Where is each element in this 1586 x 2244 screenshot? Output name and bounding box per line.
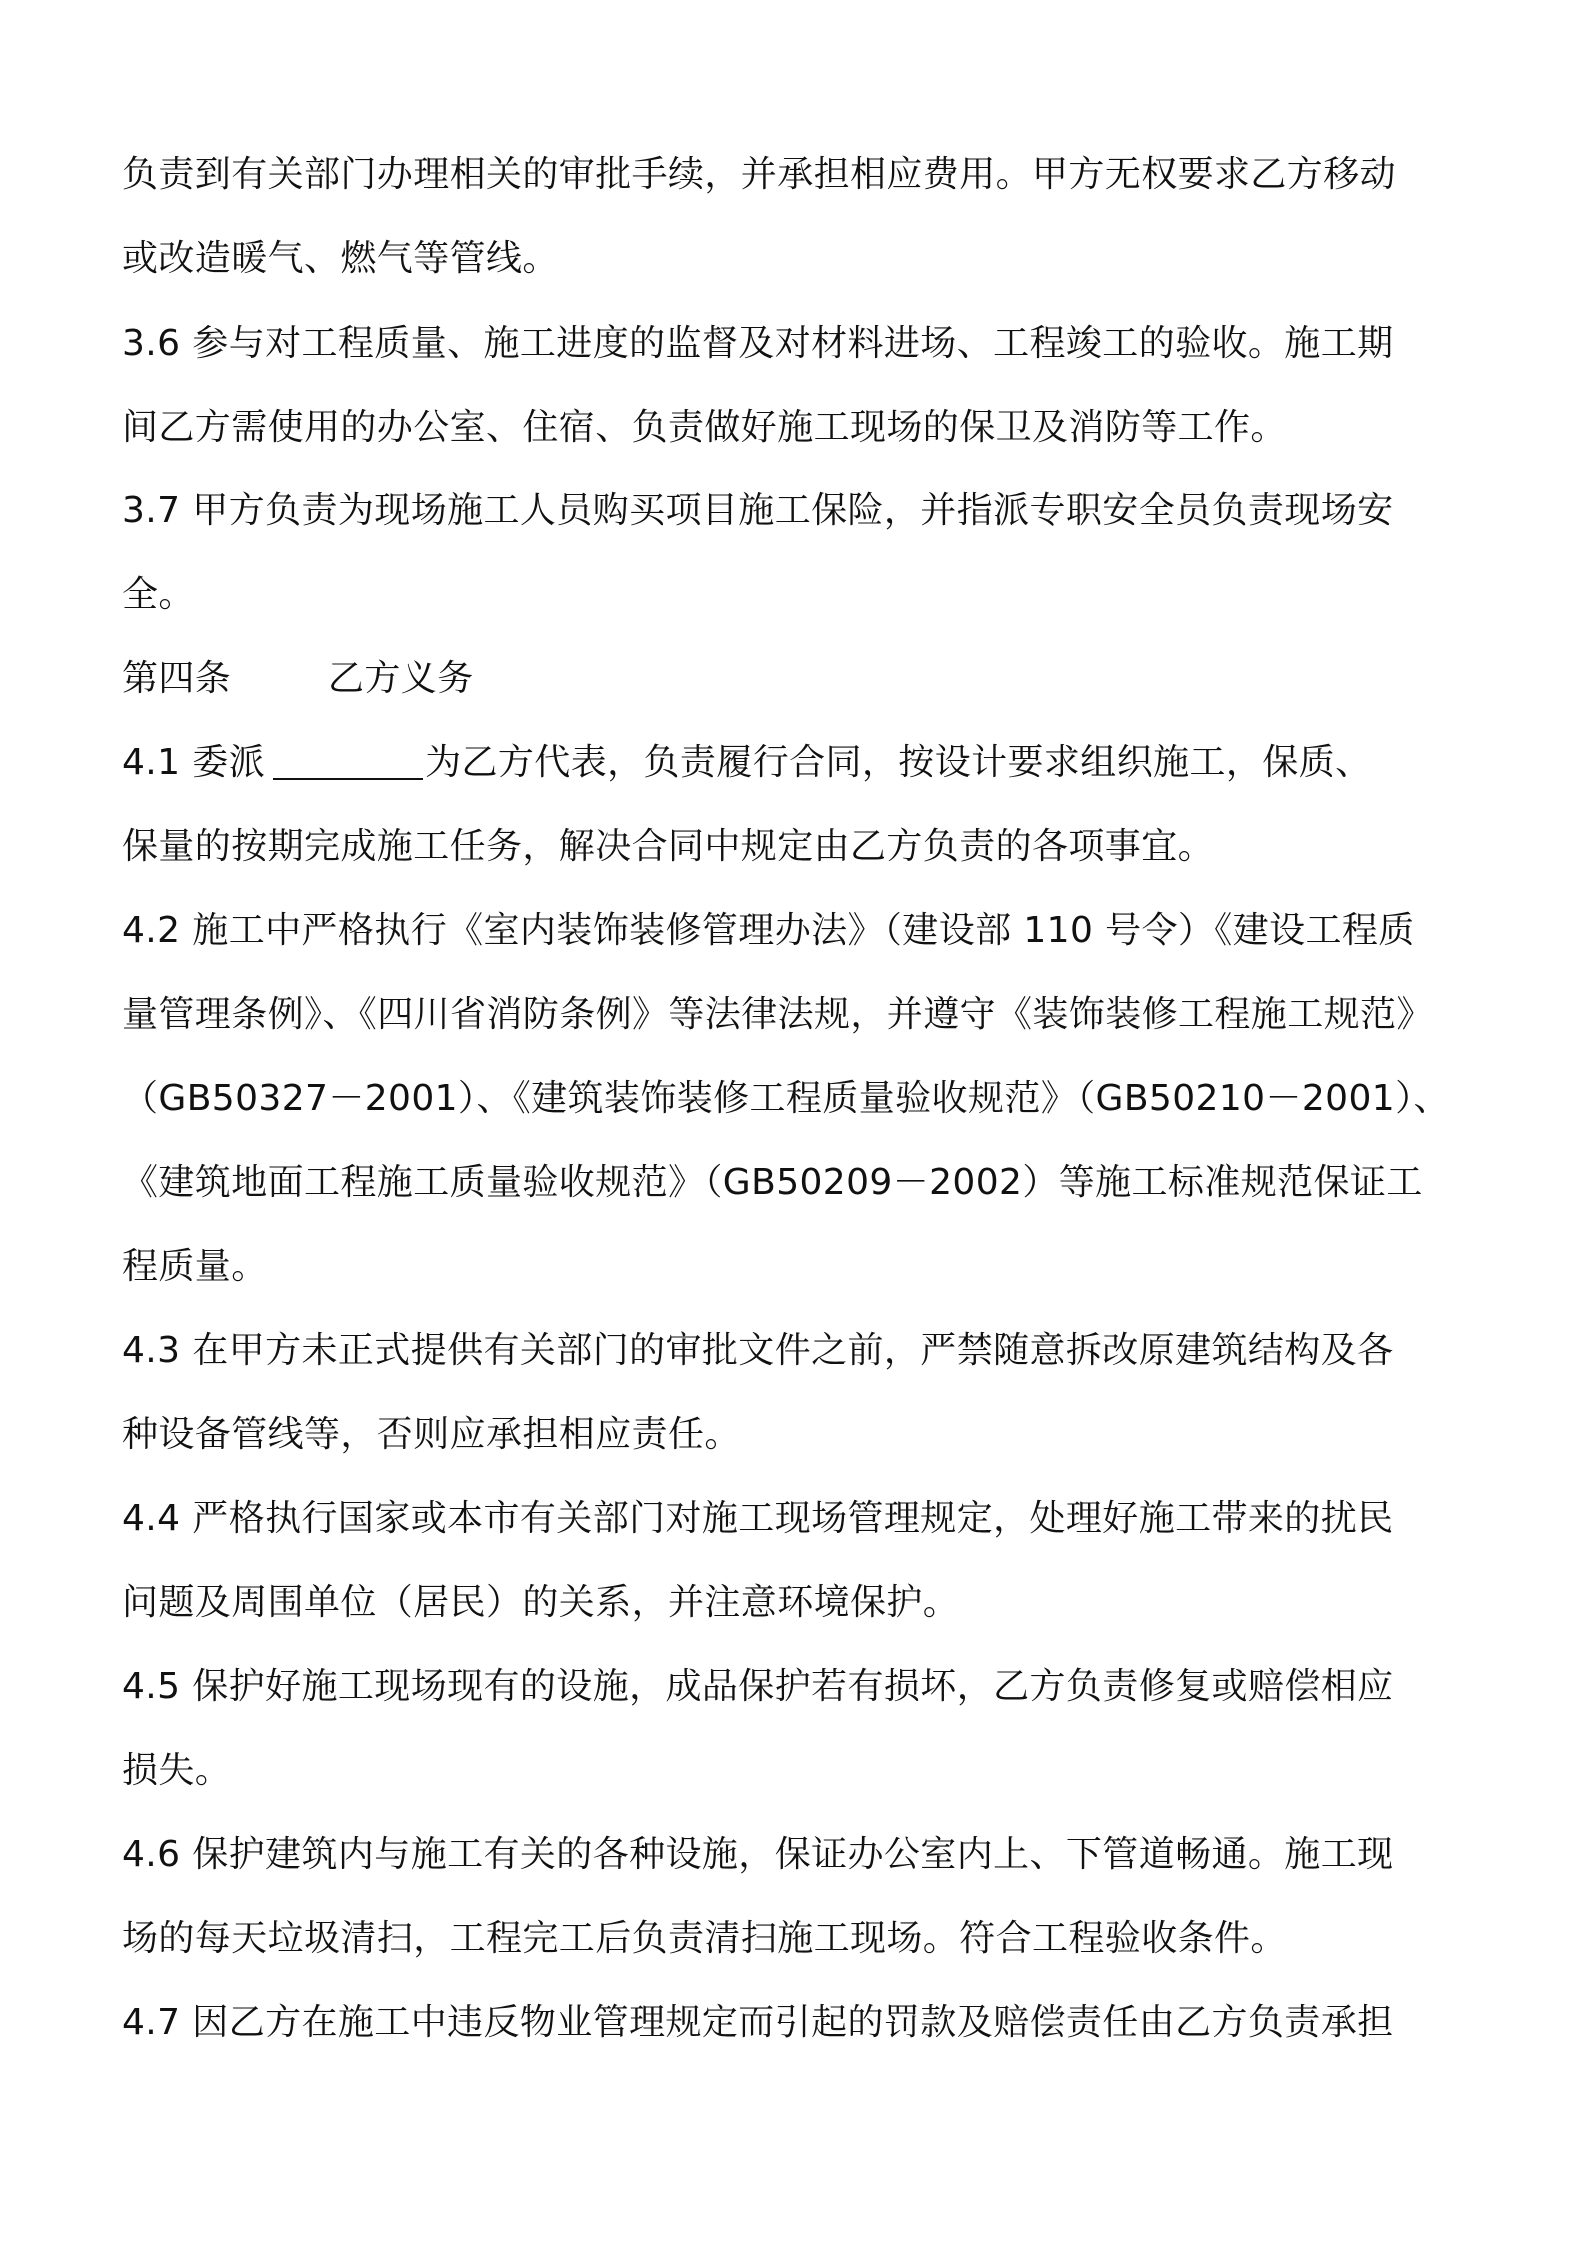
article-title: 乙方义务 bbox=[328, 658, 474, 699]
text-line: 程质量。 bbox=[122, 1246, 268, 1287]
text-line: 《建筑地面工程施工质量验收规范》（GB50209－2002）等施工标准规范保证工 bbox=[122, 1162, 1423, 1203]
text-line: 4.4 严格执行国家或本市有关部门对施工现场管理规定，处理好施工带来的扰民 bbox=[122, 1498, 1394, 1539]
text-line: 4.6 保护建筑内与施工有关的各种设施，保证办公室内上、下管道畅通。施工现 bbox=[122, 1834, 1394, 1875]
text-line: 负责到有关部门办理相关的审批手续，并承担相应费用。甲方无权要求乙方移动 bbox=[122, 154, 1397, 195]
text-line: 3.6 参与对工程质量、施工进度的监督及对材料进场、工程竣工的验收。施工期 bbox=[122, 323, 1394, 364]
text-line: 4.7 因乙方在施工中违反物业管理规定而引起的罚款及赔偿责任由乙方负责承担 bbox=[122, 2002, 1394, 2043]
text-line: 4.3 在甲方未正式提供有关部门的审批文件之前，严禁随意拆改原建筑结构及各 bbox=[122, 1330, 1394, 1371]
item-4-1-suffix: 为乙方代表，负责履行合同，按设计要求组织施工，保质、 bbox=[425, 742, 1372, 783]
text-line: 4.5 保护好施工现场现有的设施，成品保护若有损坏，乙方负责修复或赔偿相应 bbox=[122, 1666, 1394, 1707]
text-line: 损失。 bbox=[122, 1750, 232, 1791]
representative-blank bbox=[273, 744, 423, 780]
article-number: 第四条 bbox=[122, 658, 232, 699]
text-line: 种设备管线等，否则应承担相应责任。 bbox=[122, 1414, 741, 1455]
text-line: 4.2 施工中严格执行《室内装饰装修管理办法》（建设部 110 号令）《建设工程质 bbox=[122, 910, 1415, 951]
item-4-1-line bbox=[122, 741, 1442, 785]
text-line: （GB50327－2001）、《建筑装饰装修工程质量验收规范》（GB50210－2001）、 bbox=[122, 1078, 1450, 1119]
text-line: 问题及周围单位（居民）的关系，并注意环境保护。 bbox=[122, 1582, 960, 1623]
text-line: 全。 bbox=[122, 574, 195, 615]
text-line: 或改造暖气、燃气等管线。 bbox=[122, 238, 559, 279]
text-line: 3.7 甲方负责为现场施工人员购买项目施工保险，并指派专职安全员负责现场安 bbox=[122, 490, 1394, 531]
item-4-1-prefix: 4.1 委派 bbox=[122, 742, 266, 783]
text-line: 保量的按期完成施工任务，解决合同中规定由乙方负责的各项事宜。 bbox=[122, 826, 1215, 867]
article-heading bbox=[122, 657, 1442, 701]
text-line: 量管理条例》、《四川省消防条例》等法律法规，并遵守《装饰装修工程施工规范》 bbox=[122, 994, 1433, 1035]
text-line: 间乙方需使用的办公室、住宿、负责做好施工现场的保卫及消防等工作。 bbox=[122, 407, 1287, 448]
text-line: 场的每天垃圾清扫，工程完工后负责清扫施工现场。符合工程验收条件。 bbox=[122, 1918, 1287, 1959]
